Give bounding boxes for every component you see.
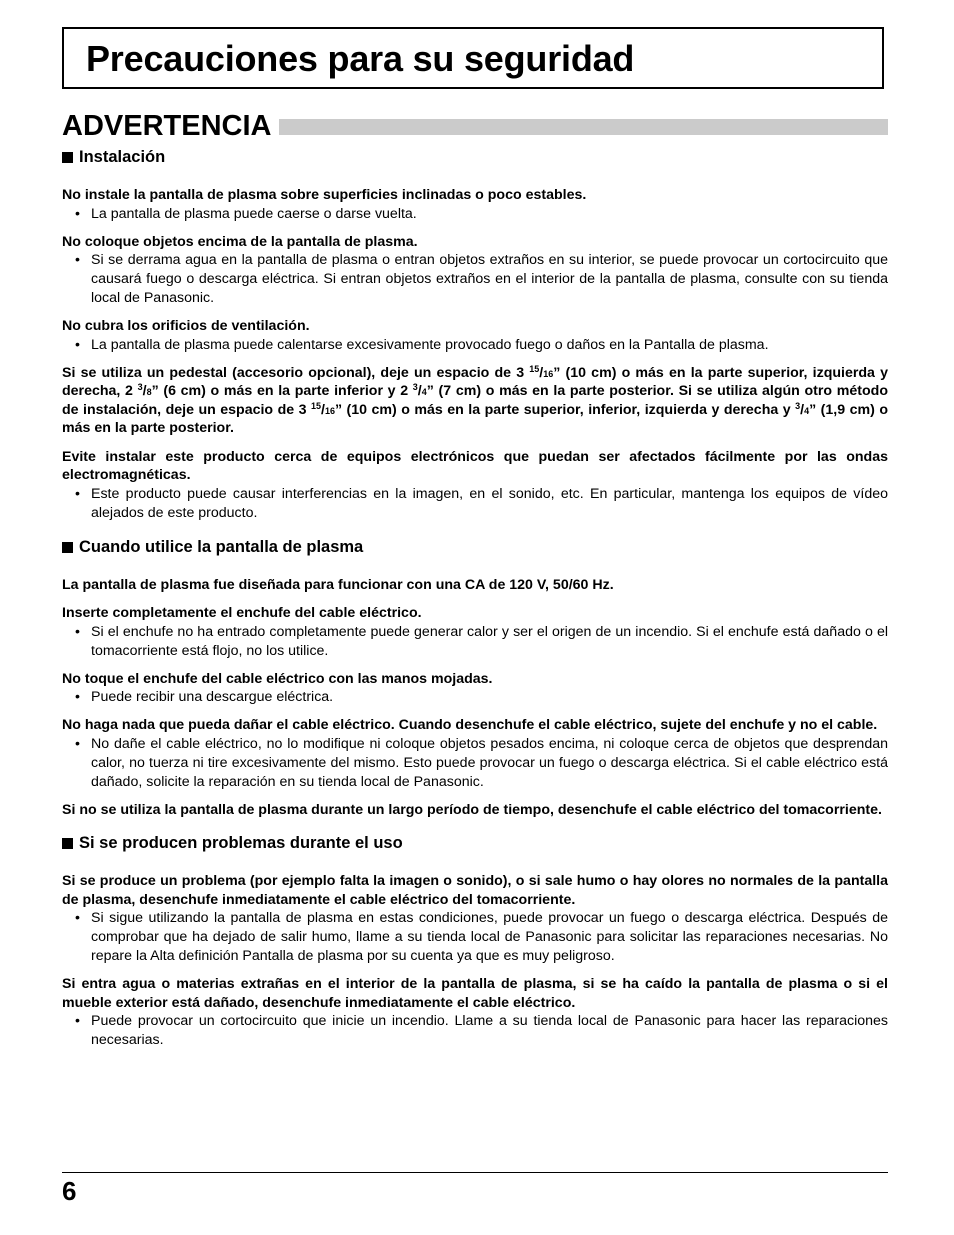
clearance-text-3: ” (6 cm) o más en la parte inferior y 2 <box>151 383 413 399</box>
section-heading-instalacion <box>62 148 888 167</box>
section-heading-uso-pantalla <box>62 538 888 557</box>
bullet-text: Si sigue utilizando la pantalla de plasma en estas condiciones, puede provocar un fuego o descarga eléctrica. Después de comprobar que ha dejado de salir humo, llame a su tienda local de Panasonic para solicitar las reparaciones necesarias. No repare la Alta definición Pantalla de plasma por su cuenta ya que es muy peligroso. <box>91 910 888 964</box>
footer-divider <box>62 1172 888 1173</box>
bullet-dot-icon: • <box>75 735 80 752</box>
section-heading-problemas <box>62 834 888 853</box>
bullet-dot-icon: • <box>75 689 80 705</box>
fraction-numerator: 15 <box>310 400 321 411</box>
clearance-text-4: ” (7 cm) o más en la parte posterior. Si se utiliza algún otro método de instalación, deje un espacio de 3 <box>62 383 888 418</box>
warning-item-bullet <box>62 251 888 308</box>
bullet-dot-icon: • <box>75 336 80 353</box>
bullet-dot-icon: • <box>75 623 80 640</box>
warning-item-bullet <box>62 485 888 523</box>
warning-item-bold: Si se produce un problema (por ejemplo falta la imagen o sonido), o si sale humo o hay olores no normales de la pantalla de plasma, desenchufe inmediatamente el cable eléctrico del tomacorriente. <box>62 873 888 908</box>
warning-item-bullet <box>62 909 888 966</box>
fraction-numerator: 3 <box>795 400 801 411</box>
bullet-text: No dañe el cable eléctrico, no lo modifique ni coloque objetos pesados encima, ni coloque cerca de objetos que desprendan calor, no tuerza ni tire excesivamente del mismo. Esto puede provocar un fuego o descarga eléctrica. Si el cable eléctrico está dañado, solicite la reparación en su tienda local de Panasonic. <box>91 735 888 790</box>
square-bullet-icon <box>62 542 73 553</box>
fraction-numerator: 15 <box>529 363 540 374</box>
warning-header <box>62 108 888 144</box>
bullet-text: Puede recibir una descargue eléctrica. <box>91 689 334 705</box>
bullet-text: La pantalla de plasma puede caerse o darse vuelta. <box>91 205 417 222</box>
fraction-numerator: 3 <box>412 382 418 392</box>
main-content <box>62 146 888 1050</box>
warning-item-bullet <box>62 688 888 707</box>
clearance-text-2: ” (10 cm) o más en la parte superior, izquierda y derecha, 2 <box>62 364 888 399</box>
clearance-text-6: ” (1,9 cm) o más en la parte posterior. <box>62 401 888 436</box>
square-bullet-icon <box>62 838 73 849</box>
warning-item-bold: No cubra los orificios de ventilación. <box>62 318 310 334</box>
warning-item-bold: Si entra agua o materias extrañas en el interior de la pantalla de plasma, si se ha caído la pantalla de plasma o si el mueble exterior está dañado, desenchufe inmediatamente el cable eléctrico. <box>62 976 888 1011</box>
fraction-numerator: 3 <box>137 382 143 392</box>
clearance-text-1: Si se utiliza un pedestal (accesorio opcional), deje un espacio de 3 <box>62 364 530 381</box>
page-title: Precauciones para su seguridad <box>86 38 635 79</box>
bullet-dot-icon: • <box>75 910 80 926</box>
fraction-denominator: 8 <box>146 387 152 397</box>
warning-item-bold: No toque el enchufe del cable eléctrico con las manos mojadas. <box>62 670 493 687</box>
section-heading-text: Si se producen problemas durante el uso <box>79 834 403 852</box>
fraction-denominator: 16 <box>324 405 335 416</box>
section-heading-text: Cuando utilice la pantalla de plasma <box>79 537 364 556</box>
clearance-text-5: ” (10 cm) o más en la parte superior, inferior, izquierda y derecha y <box>334 401 796 418</box>
bullet-text: Si se derrama agua en la pantalla de plasma o entran objetos extraños en su interior, se puede provocar un cortocircuito que causará fuego o descarga eléctrica. Si entran objetos extraños en el interior de la pantalla de plasma, consulte con su tienda local de Panasonic. <box>91 252 888 306</box>
bullet-text: Este producto puede causar interferencias en la imagen, en el sonido, etc. En particular, mantenga los equipos de vídeo alejados de este producto. <box>91 485 888 521</box>
warning-item-bold: Inserte completamente el enchufe del cable eléctrico. <box>62 605 422 621</box>
fraction-denominator: 16 <box>543 368 554 379</box>
section-heading-text: Instalación <box>79 148 166 166</box>
bullet-text: La pantalla de plasma puede calentarse excesivamente provocado fuego o daños en la Pantalla de plasma. <box>91 336 769 353</box>
warning-item-bullet <box>62 735 888 792</box>
fraction-denominator: 4 <box>421 387 427 397</box>
warning-item-bold: Evite instalar este producto cerca de equipos electrónicos que puedan ser afectados fácilmente por las ondas electromagnéticas. <box>62 448 888 483</box>
square-bullet-icon <box>62 152 73 163</box>
warning-item-bullet <box>62 623 888 661</box>
clearance-instructions: Si se utiliza un pedestal (accesorio opcional), deje un espacio de 3 $^{15}$/16” (10 cm) o más en la parte superior, izquierda y derecha, 2 $^3$/8” (6 cm) o más en la parte inferior y 2 $^3$/4” (7 cm) o más en la parte posterior. Si se utiliza algún otro método de instalación, deje un espacio de 3 $^{15}$/16” (10 cm) o más en la parte superior, inferior, izquierda y derecha y $^3$/4” (1,9 cm) o más en la parte posterior. <box>62 363 888 436</box>
warning-item-bold: No instale la pantalla de plasma sobre superficies inclinadas o poco estables. <box>62 187 587 203</box>
bullet-dot-icon: • <box>75 1013 80 1029</box>
warning-heading: ADVERTENCIA <box>62 108 279 144</box>
warning-item-bullet <box>62 1012 888 1050</box>
warning-item-bold: No coloque objetos encima de la pantalla de plasma. <box>62 233 418 250</box>
warning-item-bold: No haga nada que pueda dañar el cable eléctrico. Cuando desenchufe el cable eléctrico, sujete del enchufe y no el cable. <box>62 717 878 733</box>
warning-item-bullet <box>62 336 888 355</box>
bullet-dot-icon: • <box>75 252 80 268</box>
warning-item-bold: Si no se utiliza la pantalla de plasma durante un largo período de tiempo, desenchufe el cable eléctrico del tomacorriente. <box>62 801 882 818</box>
warning-item-bullet <box>62 205 888 224</box>
bullet-dot-icon: • <box>75 205 80 222</box>
fraction-denominator: 4 <box>804 405 810 416</box>
bullet-text: Puede provocar un cortocircuito que inicie un incendio. Llame a su tienda local de Panasonic para hacer las reparaciones necesarias. <box>91 1013 888 1048</box>
warning-item-bold: La pantalla de plasma fue diseñada para funcionar con una CA de 120 V, 50/60 Hz. <box>62 576 614 593</box>
page-title-box <box>62 27 884 89</box>
bullet-dot-icon: • <box>75 485 80 502</box>
page-number: 6 <box>62 1176 77 1206</box>
bullet-text: Si el enchufe no ha entrado completamente puede generar calor y ser el origen de un incendio. Si el enchufe está dañado o el tomacorriente está flojo, no los utilice. <box>91 623 888 659</box>
